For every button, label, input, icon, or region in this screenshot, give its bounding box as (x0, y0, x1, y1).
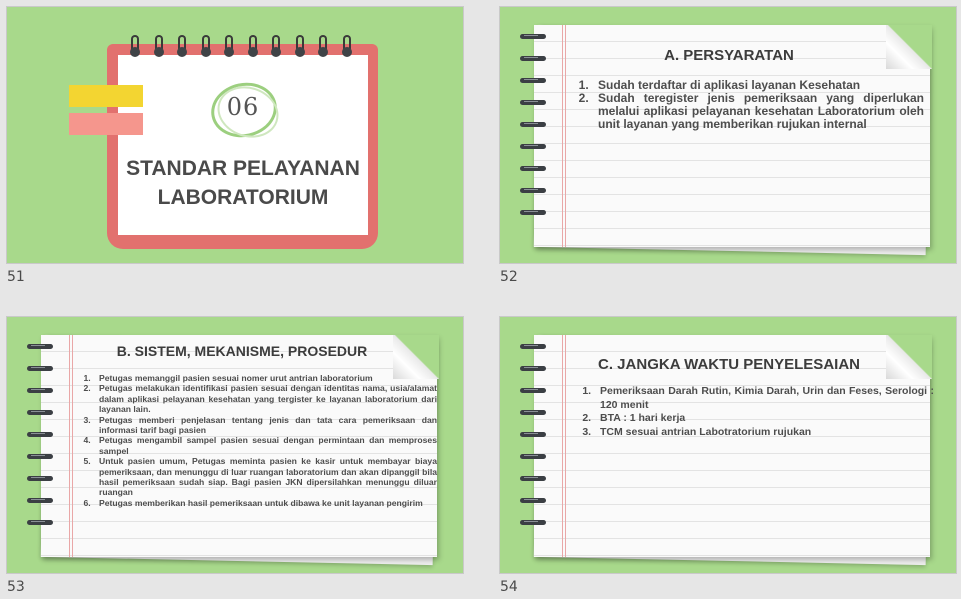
slide-number-51: 51 (7, 269, 25, 285)
binder-ring-icon (202, 35, 210, 57)
spiral-binding-icon (520, 343, 550, 351)
spiral-binding-icon (27, 519, 57, 527)
list-item: 1. Petugas memanggil pasien sesuai nomer urut antrian laboratorium (93, 373, 437, 383)
spiral-binding-icon (520, 143, 550, 151)
list-item: 6. Petugas memberikan hasil pemeriksaan untuk dibawa ke unit layanan pengirim (93, 498, 437, 508)
section-number-badge (207, 81, 281, 137)
spiral-binding-icon (27, 365, 57, 373)
slide-number-53: 53 (7, 579, 25, 595)
duration-list (572, 385, 934, 439)
spiral-binding-icon (520, 121, 550, 129)
spiral-binding-icon (520, 475, 550, 483)
spiral-binding-icon (520, 409, 550, 417)
section-number: 06 (226, 93, 260, 121)
binder-ring-icon (131, 35, 139, 57)
spiral-binding-icon (520, 209, 550, 217)
list-item: 1. Sudah terdaftar di aplikasi layanan Kesehatan (592, 79, 924, 92)
slide-heading: A. PERSYARATAN (664, 47, 794, 64)
list-item: 3. TCM sesuai antrian Labotratorium rujukan (594, 426, 934, 440)
binder-ring-icon (343, 35, 351, 57)
slide-thumbnail-52[interactable] (499, 6, 957, 264)
requirements-list (570, 79, 924, 131)
spiral-binding-icon (520, 55, 550, 63)
slide-thumbnail-54[interactable] (499, 316, 957, 574)
spiral-binding-icon (27, 387, 57, 395)
spiral-binding-icon (27, 453, 57, 461)
spiral-binding-icon (520, 77, 550, 85)
binder-ring-icon (272, 35, 280, 57)
spiral-binding-icon (520, 99, 550, 107)
slide-thumbnail-53[interactable] (6, 316, 464, 574)
spiral-binding-icon (27, 343, 57, 351)
list-item: 2. Petugas melakukan identifikasi pasien sesuai dengan identitas nama, usia/alamat dalam aplikasi pelayanan kesehatan yang tergister ke layanan laboratorium dari layanan lain. (93, 383, 437, 414)
slide-heading: C. JANGKA WAKTU PENYELESAIAN (598, 356, 860, 373)
spiral-binding-icon (520, 497, 550, 505)
binder-ring-icon (178, 35, 186, 57)
binder-ring-icon (225, 35, 233, 57)
slide-title (118, 154, 368, 212)
slide-thumbnail-51[interactable] (6, 6, 464, 264)
bookmark-tab-pink (69, 113, 143, 135)
list-item: 1. Pemeriksaan Darah Rutin, Kimia Darah, Urin dan Feses, Serologi : 120 menit (594, 385, 934, 412)
slide-heading: B. SISTEM, MEKANISME, PROSEDUR (116, 343, 368, 359)
procedure-list (71, 373, 437, 508)
spiral-binding-icon (520, 431, 550, 439)
spiral-binding-icon (27, 475, 57, 483)
slide-number-54: 54 (500, 579, 518, 595)
binder-ring-icon (155, 35, 163, 57)
list-item: 2. BTA : 1 hari kerja (594, 412, 934, 426)
spiral-binding-icon (520, 387, 550, 395)
binder-ring-icon (296, 35, 304, 57)
title-line-1: STANDAR PELAYANAN (126, 157, 360, 180)
spiral-binding-icon (520, 519, 550, 527)
list-item: 3. Petugas memberi penjelasan tentang jenis dan tata cara pemeriksaan dan informasi tarif bagi pasien (93, 415, 437, 436)
spiral-binding-icon (520, 165, 550, 173)
list-item: 2. Sudah teregister jenis pemeriksaan yang diperlukan melalui aplikasi pelayanan kesehatan Laboratorium oleh unit layanan yang memberikan rujukan internal (592, 92, 924, 131)
spiral-binding-icon (27, 409, 57, 417)
title-line-2: LABORATORIUM (157, 186, 329, 209)
spiral-binding-icon (520, 453, 550, 461)
binder-ring-icon (319, 35, 327, 57)
binder-ring-icon (249, 35, 257, 57)
spiral-binding-icon (520, 365, 550, 373)
spiral-binding-icon (27, 497, 57, 505)
slide-number-52: 52 (500, 269, 518, 285)
bookmark-tab-yellow (69, 85, 143, 107)
list-item: 5. Untuk pasien umum, Petugas meminta pasien ke kasir untuk membayar biaya pemeriksaan, dan menunggu di luar ruangan laboratorium dan akan dipanggil bila hasil pemeriksaan sudah siap. Bagi pasien JKN dipersilahkan menunggu diluar ruangan (93, 456, 437, 498)
list-item: 4. Petugas mengambil sampel pasien sesuai dengan permintaan dan memproses sampel (93, 435, 437, 456)
spiral-binding-icon (520, 187, 550, 195)
spiral-binding-icon (520, 33, 550, 41)
spiral-binding-icon (27, 431, 57, 439)
